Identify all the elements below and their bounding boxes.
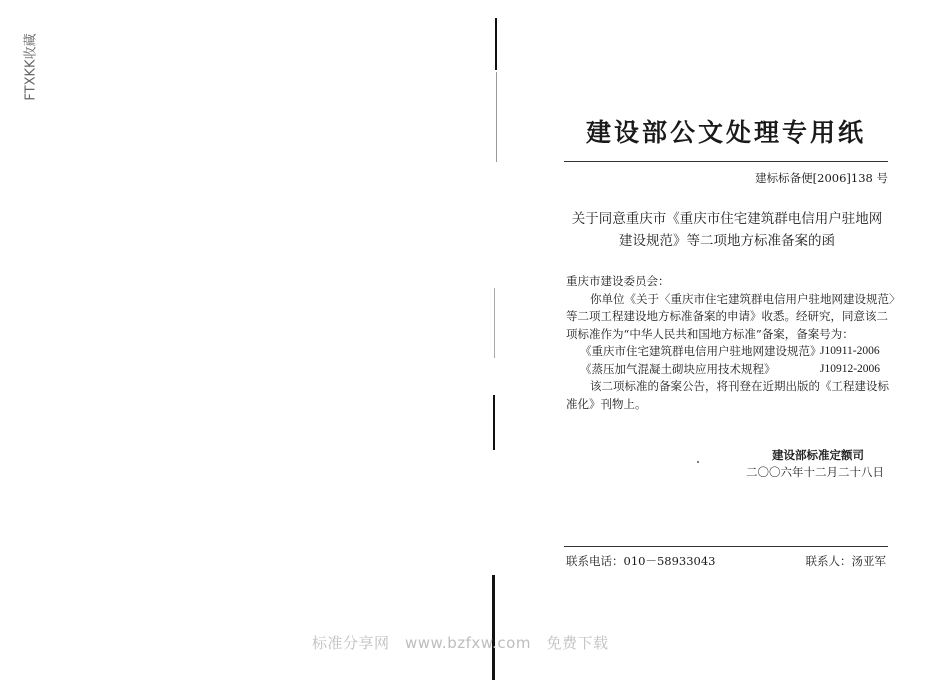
watermark: 标准分享网 www.bzfxw.com 免费下载 [312,634,609,652]
signer: 建设部标准定额司 [772,448,864,462]
body-line: 你单位《关于〈重庆市住宅建筑群电信用户驻地网建设规范〉 [590,291,901,306]
footer-rule [564,546,888,547]
standard-code: J10911-2006 [820,345,880,357]
closing-line: 该二项标准的备案公告，将刊登在近期出版的《工程建设标 [590,379,889,393]
salutation: 重庆市建设委员会： [566,274,670,288]
fold-line-upper [495,18,497,70]
letter-subject [566,208,888,252]
letter-body [566,273,901,413]
standard-row [566,361,888,379]
standard-row [566,343,888,361]
standard-name: 《蒸压加气混凝土砌块应用技术规程》 [580,361,776,376]
body-line: 等二项工程建设地方标准备案的申请》收悉。经研究，同意该二 [566,309,888,323]
fold-line-middle [494,288,495,358]
document-number: 建标标备便[2006]138 号 [755,171,888,185]
scan-speck [697,461,699,463]
standard-code: J10912-2006 [820,362,881,375]
contact-phone: 联系电话：010－58933043 [566,554,716,568]
standard-name: 《重庆市住宅建筑群电信用户驻地网建设规范》 [580,344,822,358]
side-collection-mark [20,28,38,106]
side-collection-text: FTXKK收藏 [23,33,38,101]
fold-line-middle-dark [493,395,495,450]
letter-date: 二〇〇六年十二月二十八日 [746,465,884,479]
fold-line-lower [492,575,495,680]
header-title: 建设部公文处理专用纸 [585,118,866,147]
header-rule [564,161,888,162]
subject-line: 建设规范》等二项地方标准备案的函 [619,233,835,249]
subject-line: 关于同意重庆市《重庆市住宅建筑群电信用户驻地网 [571,211,883,227]
contact-person: 联系人：汤亚军 [805,554,886,568]
fold-line-upper-faint [496,72,497,162]
closing-line: 准化》刊物上。 [566,396,647,411]
body-line: 项标准作为“中华人民共和国地方标准”备案，备案号为： [566,326,854,341]
